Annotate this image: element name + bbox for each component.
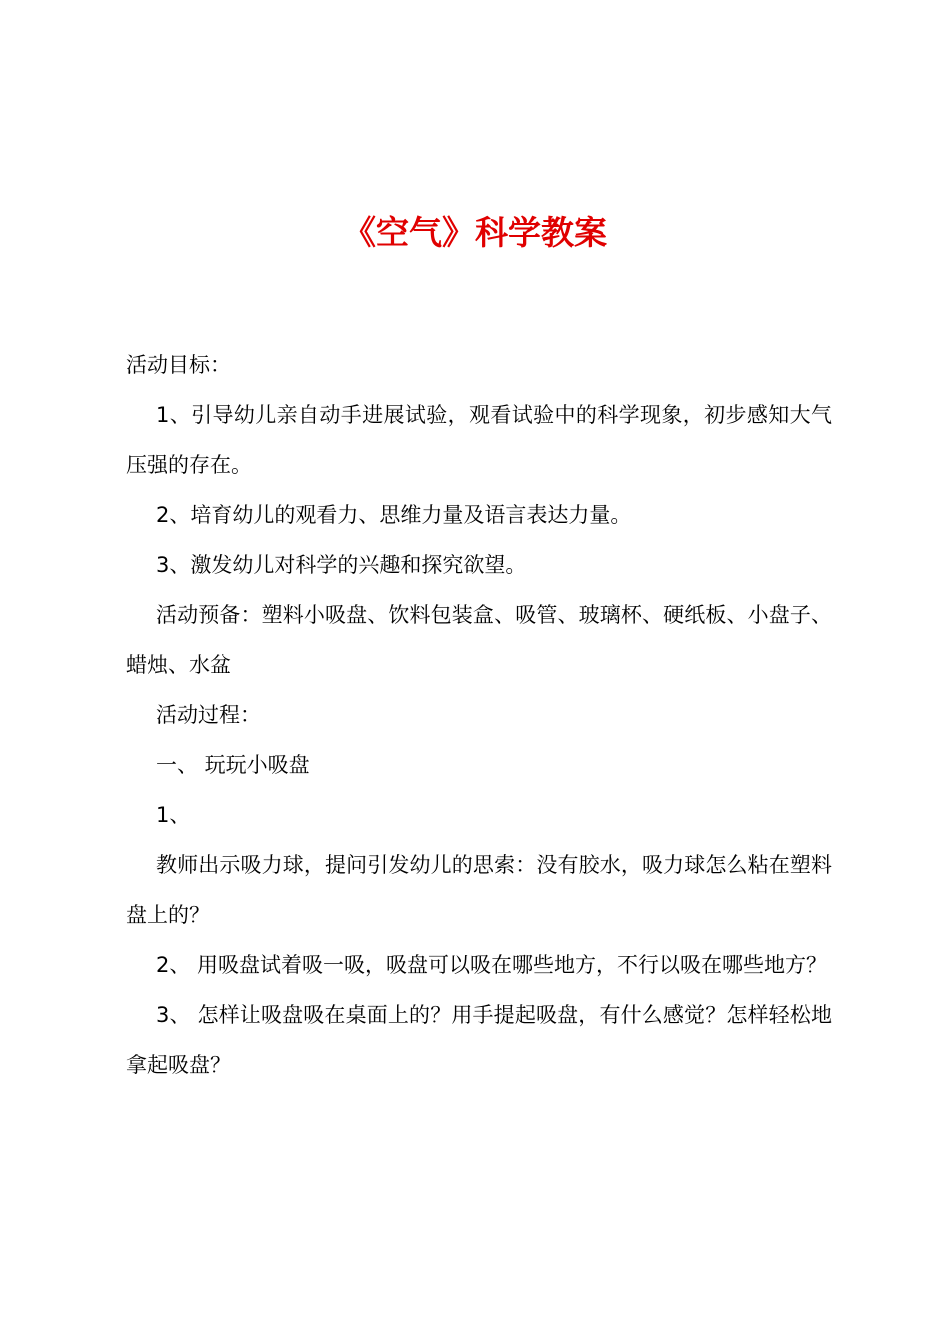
paragraph-objective-2: 2、培育幼儿的观看力、思维力量及语言表达力量。 [156,503,632,527]
paragraph-objective-3: 3、激发幼儿对科学的兴趣和探究欲望。 [156,553,527,577]
paragraph-step-3: 3、 怎样让吸盘吸在桌面上的？用手提起吸盘，有什么感觉？怎样轻松地拿起吸盘？ [126,1003,832,1077]
document-body [126,340,832,1090]
paragraph-section-1: 一、 玩玩小吸盘 [156,753,310,777]
paragraph-step-2: 2、 用吸盘试着吸一吸，吸盘可以吸在哪些地方，不行以吸在哪些地方？ [156,953,828,977]
paragraph-objective-1: 1、引导幼儿亲自动手进展试验，观看试验中的科学现象，初步感知大气压强的存在。 [126,403,832,477]
document-title: 《空气》科学教案 [343,213,607,252]
paragraph-step-1: 教师出示吸力球，提问引发幼儿的思索：没有胶水，吸力球怎么粘在塑料盘上的？ [126,853,832,927]
paragraph-objectives-heading: 活动目标： [126,353,231,377]
paragraph-preparation: 活动预备：塑料小吸盘、饮料包装盒、吸管、玻璃杯、硬纸板、小盘子、蜡烛、水盆 [126,603,832,677]
paragraph-step-1-number: 1、 [156,803,191,827]
paragraph-process-heading: 活动过程： [156,703,261,727]
